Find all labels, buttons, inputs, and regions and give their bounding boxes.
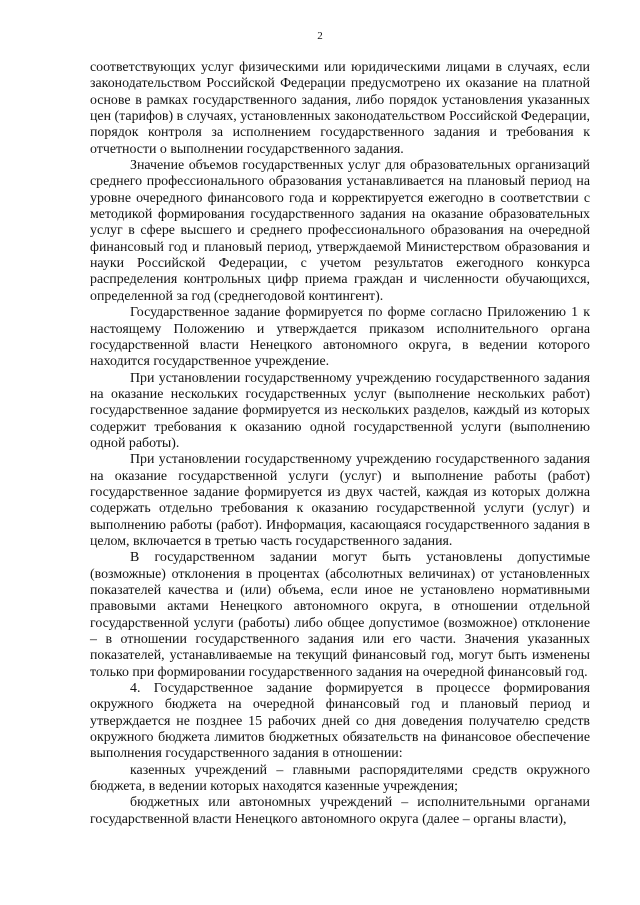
paragraph-state-institutions: казенных учреждений – главными распорядителями средств окружного бюджета, в ведении которых находятся казенные учреждения; (90, 762, 590, 795)
paragraph-task-form: Государственное задание формируется по форме согласно Приложению 1 к настоящему Положению и утверждается приказом исполнительного органа государственной власти Ненецкого автономного округа, в ведении которого находится государственное учреждение. (90, 305, 590, 370)
paragraph-continuation: соответствующих услуг физическими или юридическими лицами в случаях, если законодательством Российской Федерации предусмотрено их оказание на платной основе в рамках государственного задания, либо порядок установления указанных цен (тарифов) в случаях, установленных законодательством Российской Федерации, порядок контроля за исполнением государственного задания и требования к отчетности о выполнении государственного задания. (90, 60, 590, 157)
paragraph-services-and-works: При установлении государственному учреждению государственного задания на оказание государственной услуги (услуг) и выполнение работы (работ) государственное задание формируется из двух частей, каждая из которых должна содержать отдельно требования к оказанию государственной услуги (услуг) и выполнению работы (работ). Информация, касающаяся государственного задания в целом, включается в третью часть государственного задания. (90, 452, 590, 549)
document-body (90, 60, 590, 828)
paragraph-service-volumes: Значение объемов государственных услуг для образовательных организаций среднего профессионального образования устанавливается на плановый период на уровне очередного финансового года и корректируется ежегодно в соответствии с методикой формирования государственного задания на оказание образовательных услуг в сфере высшего и среднего профессионального образования на очередной финансовый год и плановый период, утверждаемой Министерством образования и науки Российской Федерации, с учетом результатов ежегодного конкурса распределения контрольных цифр приема граждан и численности обучающихся, определенной за год (среднегодовой контингент). (90, 158, 590, 304)
paragraph-item-4: 4. Государственное задание формируется в процессе формирования окружного бюджета на очередной финансовый год и плановый период и утверждается не позднее 15 рабочих дней со дня доведения получателю средств окружного бюджета лимитов бюджетных обязательств на финансовое обеспечение выполнения государственного задания в отношении: (90, 681, 590, 762)
paragraph-deviations: В государственном задании могут быть установлены допустимые (возможные) отклонения в процентах (абсолютных величинах) от установленных показателей качества и (или) объема, если иное не установлено нормативными правовыми актами Ненецкого автономного округа, в отношении отдельной государственной услуги (работы) либо общее допустимое (возможное) отклонение – в отношении государственного задания или его части. Значения указанных показателей, устанавливаемые на текущий финансовый год, могут быть изменены только при формировании государственного задания на очередной финансовый год. (90, 550, 590, 680)
paragraph-budget-institutions: бюджетных или автономных учреждений – исполнительными органами государственной власти Ненецкого автономного округа (далее – органы власти), (90, 795, 590, 827)
paragraph-multiple-services: При установлении государственному учреждению государственного задания на оказание нескольких государственных услуг (выполнение нескольких работ) государственное задание формируется из нескольких разделов, каждый из которых содержит требования к оказанию одной государственной услуги (выполнению одной работы). (90, 370, 590, 451)
page-number: 2 (317, 30, 323, 42)
